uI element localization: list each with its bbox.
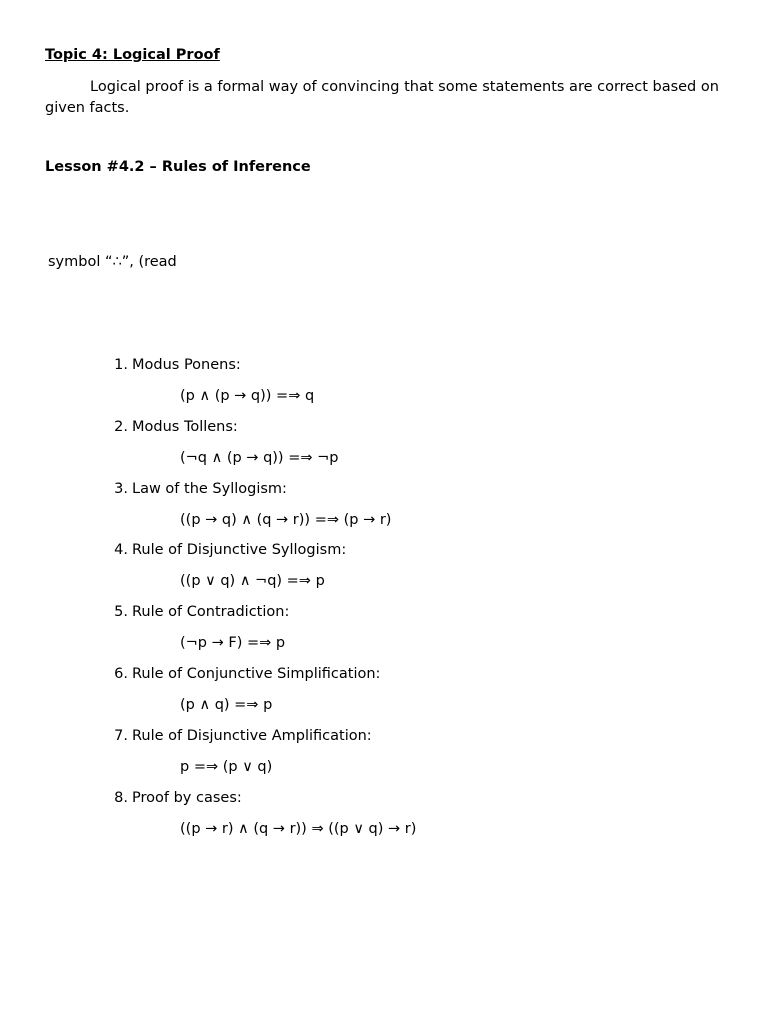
rule-name: Modus Ponens: [132, 357, 241, 373]
rule-formula: ((p → q) ∧ (q → r)) =⇒ (p → r) [180, 512, 392, 528]
rule-formula: (¬q ∧ (p → q)) =⇒ ¬p [180, 450, 339, 466]
rule-number: 1. [114, 357, 128, 373]
intro-paragraph: Logical proof is a formal way of convincing that some statements are correct based on given facts. [45, 79, 719, 116]
rule-formula: ((p → r) ∧ (q → r)) ⇒ ((p ∨ q) → r) [180, 821, 417, 837]
rule-name: Modus Tollens: [132, 419, 238, 435]
rule-name: Law of the Syllogism: [132, 481, 287, 497]
rule-number: 4. [114, 542, 128, 558]
rule-formula: (¬p → F) =⇒ p [180, 635, 286, 651]
rule-formula: (p ∧ (p → q)) =⇒ q [180, 388, 315, 404]
rule-formula: ((p ∨ q) ∧ ¬q) =⇒ p [180, 573, 325, 589]
rule-formula: (p ∧ q) =⇒ p [180, 697, 273, 713]
rule-name: Rule of Contradiction: [132, 604, 290, 620]
lesson-title: Lesson #4.2 – Rules of Inference [45, 159, 311, 175]
rule-number: 2. [114, 419, 128, 435]
rule-number: 5. [114, 604, 128, 620]
rule-name: Rule of Disjunctive Syllogism: [132, 542, 347, 558]
rule-formula: p =⇒ (p ∨ q) [180, 759, 273, 775]
rule-number: 6. [114, 666, 128, 682]
symbol-text: symbol “∴”, (read [48, 254, 177, 270]
rule-number: 8. [114, 790, 128, 806]
rule-number: 3. [114, 481, 128, 497]
topic-title: Topic 4: Logical Proof [45, 47, 220, 63]
rule-number: 7. [114, 728, 128, 744]
rule-name: Rule of Disjunctive Amplification: [132, 728, 372, 744]
rule-name: Rule of Conjunctive Simplification: [132, 666, 381, 682]
rule-name: Proof by cases: [132, 790, 242, 806]
